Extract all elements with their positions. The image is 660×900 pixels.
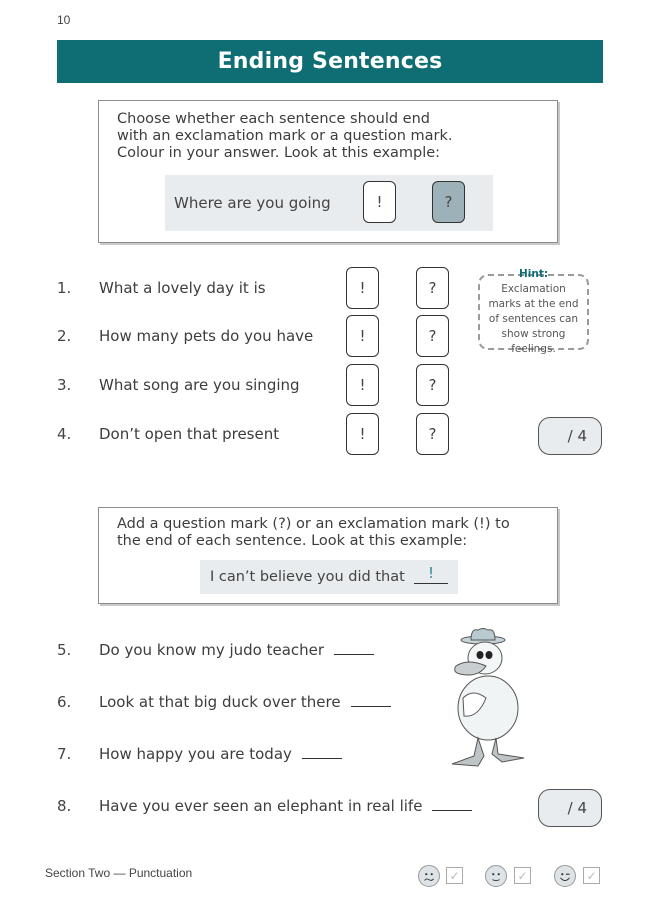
instructions-text-1 [117, 111, 452, 162]
page-number: 10 [57, 13, 71, 27]
question-text-wrap [99, 641, 374, 659]
title-banner [57, 40, 603, 83]
happy-wink-face-icon [554, 865, 576, 887]
rating-checkbox-1[interactable]: ✓ [446, 867, 463, 884]
question-option-box[interactable]: ? [416, 267, 449, 309]
question-text: Do you know my judo teacher [99, 641, 325, 659]
score-box-2[interactable]: / 4 [538, 789, 602, 827]
example-answer-blank: ! [414, 564, 448, 584]
question-text: How happy you are today [99, 745, 292, 763]
answer-blank[interactable] [302, 745, 342, 759]
instruction-line: Colour in your answer. Look at this example: [117, 145, 441, 161]
question-row-7 [0, 745, 660, 785]
question-number: 4. [57, 425, 72, 443]
question-text: What song are you singing [99, 376, 300, 394]
example-panel-2 [200, 560, 458, 594]
duck-illustration [438, 628, 538, 773]
question-row-6 [0, 693, 660, 733]
question-number: 5. [57, 641, 72, 659]
hint-content [486, 267, 581, 357]
question-text: How many pets do you have [99, 327, 314, 345]
score-box-1[interactable]: / 4 [538, 417, 602, 455]
question-text: Look at that big duck over there [99, 693, 341, 711]
neutral-face-icon [485, 865, 507, 887]
example-sentence: Where are you going [174, 194, 331, 212]
exclaim-option-box[interactable]: ! [346, 267, 379, 309]
instructions-text-2 [117, 516, 510, 550]
example-sentence: I can’t believe you did that [210, 569, 405, 585]
instructions-box-1 [98, 100, 558, 243]
answer-blank[interactable] [334, 641, 374, 655]
question-number: 8. [57, 797, 72, 815]
rating-checkbox-3[interactable]: ✓ [583, 867, 600, 884]
instruction-line: Choose whether each sentence should end [117, 111, 430, 127]
exclaim-option-box[interactable]: ! [346, 364, 379, 406]
question-row-3 [0, 364, 660, 404]
question-option-box[interactable]: ? [416, 315, 449, 357]
question-number: 2. [57, 327, 72, 345]
question-number: 6. [57, 693, 72, 711]
question-number: 1. [57, 279, 72, 297]
question-text: Don’t open that present [99, 425, 280, 443]
question-text: What a lovely day it is [99, 279, 266, 297]
question-text-wrap [99, 693, 391, 711]
hint-box [478, 268, 589, 355]
answer-blank[interactable] [432, 797, 472, 811]
answer-blank[interactable] [351, 693, 391, 707]
question-text-wrap [99, 797, 472, 815]
example-question-box-filled: ? [432, 181, 465, 223]
sad-face-icon [418, 865, 440, 887]
question-option-box[interactable]: ? [416, 413, 449, 455]
hint-text: Exclamation marks at the end of sentences can show strong feelings. [488, 283, 579, 355]
question-row-5 [0, 641, 660, 681]
instruction-line: Add a question mark (?) or an exclamation mark (!) to [117, 516, 510, 532]
question-text-wrap [99, 745, 342, 763]
section-label: Section Two — Punctuation [45, 866, 193, 880]
hint-label: Hint: [518, 268, 549, 280]
question-number: 7. [57, 745, 72, 763]
exclaim-option-box[interactable]: ! [346, 315, 379, 357]
question-number: 3. [57, 376, 72, 394]
rating-checkbox-2[interactable]: ✓ [514, 867, 531, 884]
question-text: Have you ever seen an elephant in real life [99, 797, 423, 815]
instructions-box-2 [98, 507, 558, 604]
example-panel-1 [165, 175, 493, 231]
example-exclaim-box: ! [363, 181, 396, 223]
instruction-line: with an exclamation mark or a question mark. [117, 128, 453, 144]
question-option-box[interactable]: ? [416, 364, 449, 406]
page-title: Ending Sentences [217, 49, 443, 74]
exclaim-option-box[interactable]: ! [346, 413, 379, 455]
instruction-line: the end of each sentence. Look at this example: [117, 533, 468, 549]
